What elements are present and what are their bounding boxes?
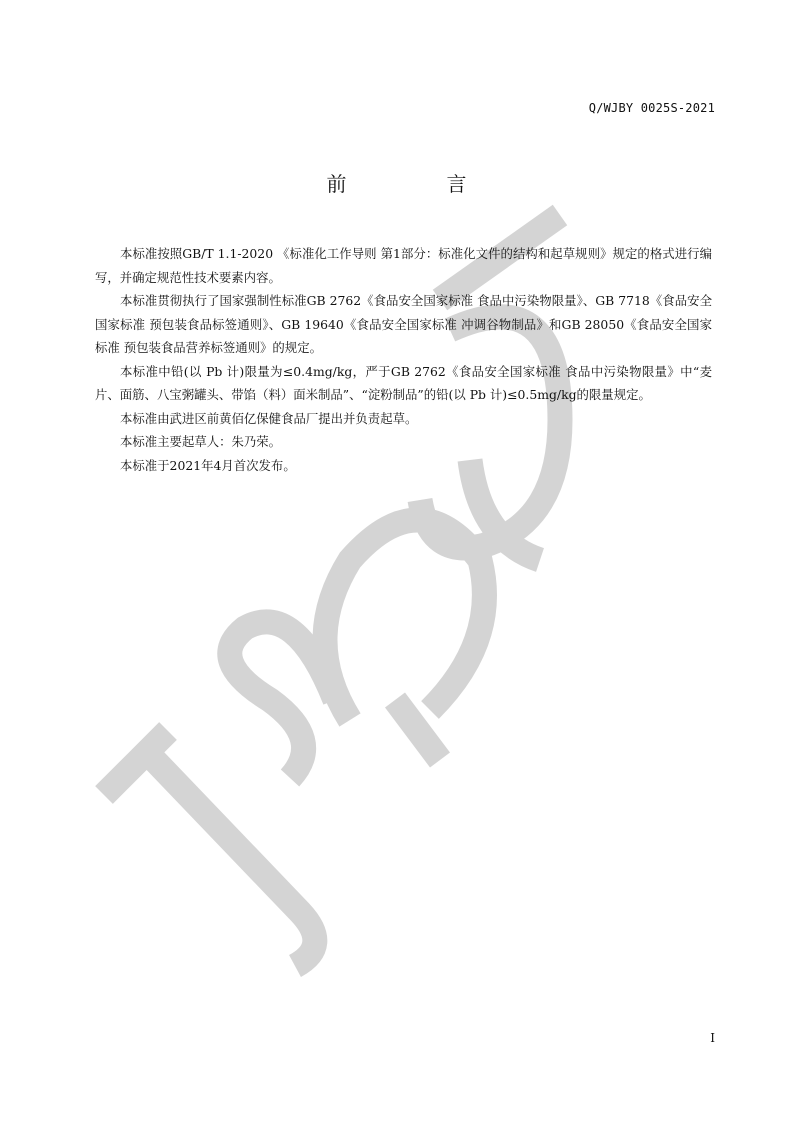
document-code: Q/WJBY 0025S-2021 [588,101,715,115]
foreword-paragraph: 本标准贯彻执行了国家强制性标准GB 2762《食品安全国家标准 食品中污染物限量》、GB 7718《食品安全国家标准 预包装食品标签通则》、GB 19640《食品安全国家标准 冲调谷物制品》和GB 28050《食品安全国家标准 预包装食品营养标签通则》的规定。 [95,293,712,355]
foreword-paragraph: 本标准按照GB/T 1.1-2020 《标准化工作导则 第1部分：标准化文件的结构和起草规则》规定的格式进行编写，并确定规范性技术要素内容。 [95,246,712,285]
foreword-body [95,242,712,477]
foreword-paragraph: 本标准于2021年4月首次发布。 [120,457,296,473]
watermark-letter-j [140,745,315,966]
foreword-paragraph: 本标准主要起草人：朱乃荣。 [120,434,282,449]
page-title: 前 言 [326,172,507,196]
watermark-letter-s [230,622,335,778]
foreword-paragraph: 本标准由武进区前黄佰亿保健食品厂提出并负责起草。 [120,410,418,426]
page-number: I [710,1031,715,1045]
foreword-paragraph: 本标准中铅(以 Pb 计)限量为≤0.4mg/kg，严于GB 2762《食品安全国家标准 食品中污染物限量》中“麦片、面筋、八宝粥罐头、带馅（料）面米制品”、“淀粉制品”的铅(以 Pb 计)≤0.5mg/kg的限量规定。 [95,363,712,402]
watermark-letter-q [325,520,484,720]
